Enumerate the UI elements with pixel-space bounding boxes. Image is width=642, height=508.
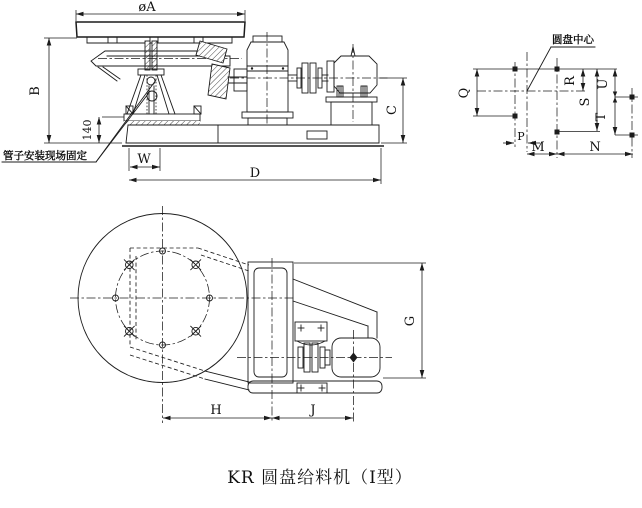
dim-label-d: D — [249, 166, 261, 181]
dim-label-140: 140 — [81, 119, 94, 141]
dim-label-t: T — [594, 112, 609, 122]
dim-label-s: S — [578, 97, 593, 107]
dim-label-c: C — [385, 105, 400, 115]
dim-label-g: G — [403, 315, 418, 327]
bevel-pinion — [208, 64, 230, 99]
drawing-caption: KR 圆盘给料机（Ⅰ型） — [227, 468, 413, 488]
dim-label-u: U — [596, 78, 611, 90]
dim-label-p: P — [517, 130, 525, 143]
dim-label-j: J — [310, 403, 316, 418]
dim-label-diameter-a: øA — [138, 0, 156, 15]
pipe-note-label: 管子安装现场固定 — [3, 150, 87, 162]
dim-label-r: R — [563, 76, 578, 86]
dim-label-n: N — [589, 140, 601, 155]
dim-label-m: M — [531, 140, 545, 155]
dim-label-w: W — [137, 152, 151, 167]
dim-label-h: H — [210, 403, 222, 418]
dim-label-q: Q — [457, 87, 472, 99]
dim-label-b: B — [28, 86, 43, 96]
disc-center-label: 圆盘中心 — [552, 34, 594, 46]
